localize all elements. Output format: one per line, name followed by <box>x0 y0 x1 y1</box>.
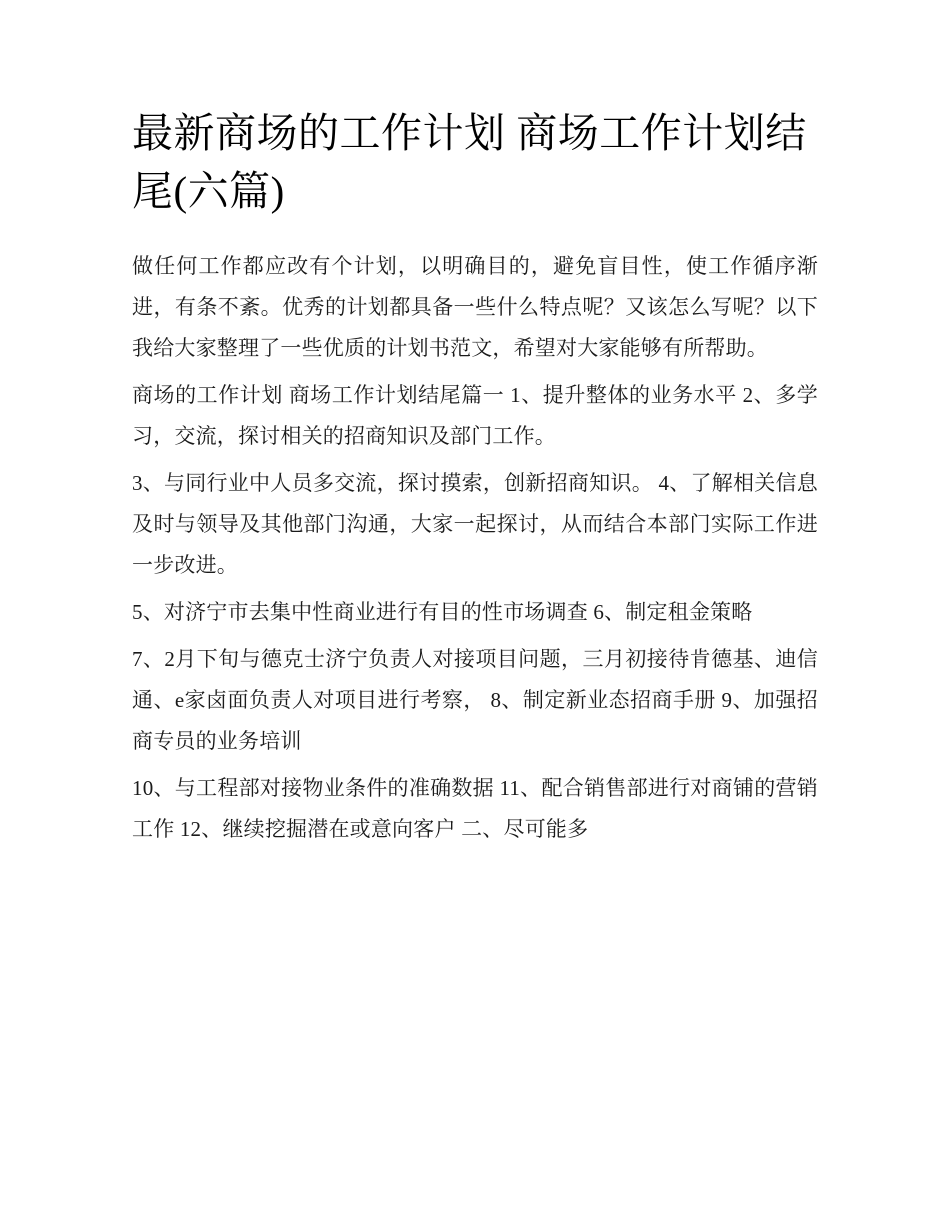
paragraph-1: 做任何工作都应改有个计划，以明确目的，避免盲目性，使工作循序渐进，有条不紊。优秀的计划都具备一些什么特点呢？又该怎么写呢？以下我给大家整理了一些优质的计划书范文，希望对大家能够有所帮助。 <box>132 254 818 361</box>
paragraph-4: 5、对济宁市去集中性商业进行有目的性市场调查 6、制定租金策略 <box>132 599 753 624</box>
paragraph-6: 10、与工程部对接物业条件的准确数据 11、配合销售部进行对商铺的营销工作 12、继续挖掘潜在或意向客户 二、尽可能多 <box>132 775 818 841</box>
paragraph-5: 7、2月下旬与德克士济宁负责人对接项目问题，三月初接待肯德基、迪信通、e家卤面负责人对项目进行考察， 8、制定新业态招商手册 9、加强招商专员的业务培训 <box>132 646 818 753</box>
paragraph-2: 商场的工作计划 商场工作计划结尾篇一 1、提升整体的业务水平 2、多学习，交流，探讨相关的招商知识及部门工作。 <box>132 383 818 449</box>
paragraph-3: 3、与同行业中人员多交流，探讨摸索，创新招商知识。 4、了解相关信息及时与领导及其他部门沟通，大家一起探讨，从而结合本部门实际工作进一步改进。 <box>132 471 818 577</box>
page-title: 最新商场的工作计划 商场工作计划结尾(六篇) <box>132 110 807 215</box>
